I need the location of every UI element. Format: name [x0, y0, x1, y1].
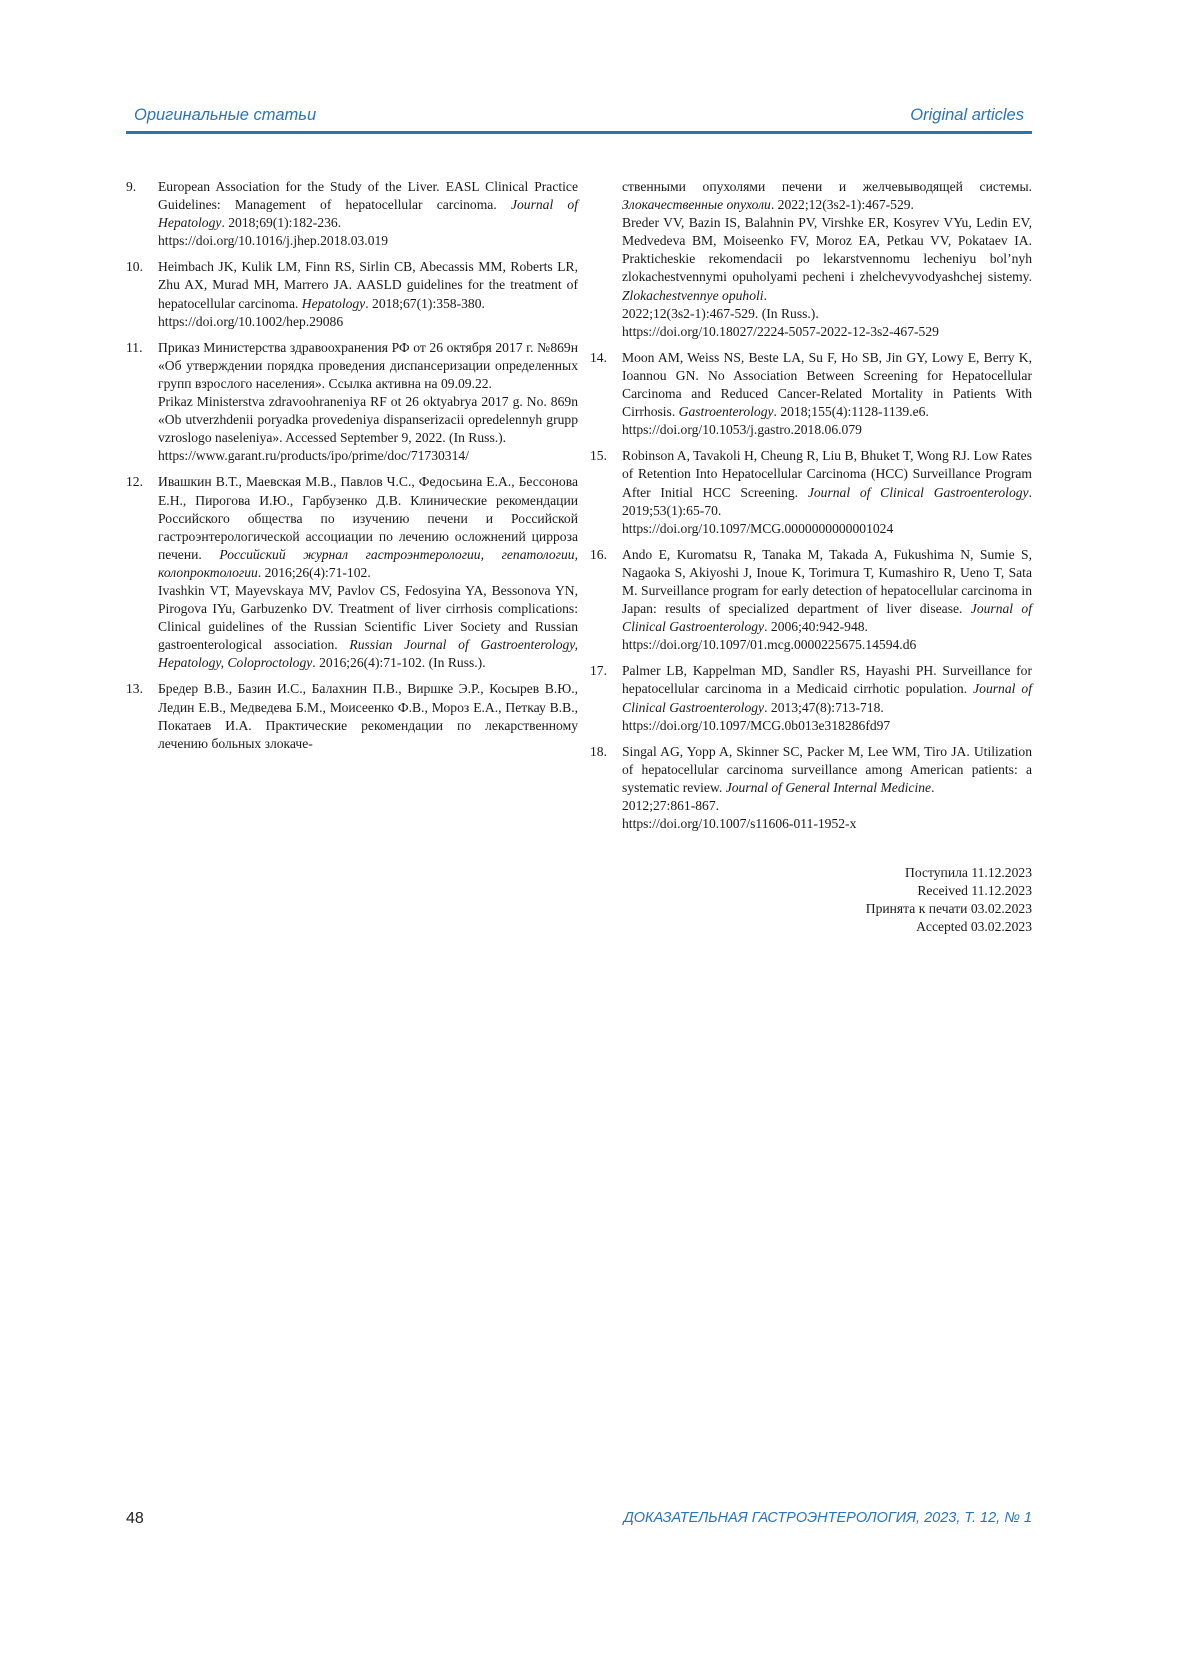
reference-number: 13.: [126, 681, 143, 697]
reference-text: European Association for the Study of the Liver. EASL Clinical Practice Guidelines: Management of hepatocellular carcinoma.: [158, 179, 578, 213]
references-column-right: [590, 178, 1032, 841]
reference-text: . 2022;12(3s2-1):467-529. Breder VV, Bazin IS, Balahnin PV, Virshke ER, Kosyrev VYu, Ledin EV, Medvedeva BM, Moiseenko FV, Moroz EA, Petkau VV, Pokataev IA. Prakticheskie rekomendacii po lekarstvennomu lecheniyu bol’nyh zlokachestvennymi opuholyami pecheni i zhelchevyvodyashchej sistemy.: [622, 197, 1032, 285]
reference-text: . 2018;69(1):182-236. https://doi.org/10.1016/j.jhep.2018.03.019: [158, 215, 389, 249]
reference-text: . 2018;67(1):358-380. https://doi.org/10.1002/hep.29086: [158, 295, 485, 329]
reference-text: . 2016;26(4):71-102. Ivashkin VT, Mayevskaya MV, Pavlov CS, Fedosyina YA, Bessonova YN, Pirogova IYu, Garbuzenko DV. Treatment of liver cirrhosis complications: Clinical guidelines of the Russian Scientific Liver Society and Russian gastroenterological association.: [158, 564, 578, 653]
reference-number: 17.: [590, 663, 607, 679]
journal-name: Hepatology: [301, 295, 366, 311]
journal-name: Злокачественные опухоли: [622, 197, 771, 213]
reference-12: [126, 473, 578, 672]
journal-name: Journal of Hepatology: [158, 197, 578, 231]
journal-name: Russian Journal of Gastroenterology, Hepatology, Coloproctology: [158, 637, 578, 671]
running-header: [126, 106, 1032, 130]
journal-name: Российский журнал гастроэнтерологии, гепатологии, колопроктологии: [158, 546, 578, 580]
reference-text: . 2022;12(3s2-1):467-529. (In Russ.). https://doi.org/10.18027/2224-5057-2022-12-3s2-467-529: [622, 287, 939, 339]
reference-text: Palmer LB, Kappelman MD, Sandler RS, Hayashi PH. Surveillance for hepatocellular carcinoma in a Medicaid cirrhotic population.: [622, 663, 1032, 697]
reference-number: 12.: [126, 474, 143, 490]
header-divider: [126, 131, 1032, 134]
journal-name: Journal of Clinical Gastroenterology: [622, 601, 1032, 635]
reference-text: ственными опухолями печени и желчевыводящей системы.: [622, 179, 1032, 194]
reference-number: 14.: [590, 349, 607, 365]
section-title-en: Original articles: [910, 106, 1024, 124]
reference-13: [126, 680, 578, 752]
reference-text: Moon AM, Weiss NS, Beste LA, Su F, Ho SB, Jin GY, Lowy E, Berry K, Ioannou GN. No Association Between Screening for Hepatocellular Carcinoma and Reduced Cancer-Related Mortality in Patients With Cirrhosis.: [622, 349, 1032, 420]
reference-10: [126, 258, 578, 330]
reference-17: [590, 662, 1032, 734]
reference-16: [590, 546, 1032, 655]
received-date-ru: Поступила 11.12.2023: [905, 865, 1032, 880]
references-column-left: [126, 178, 578, 761]
journal-name: Journal of Clinical Gastroenterology: [622, 681, 1033, 715]
received-date-en: Received 11.12.2023: [917, 883, 1032, 898]
reference-number: 9.: [126, 179, 137, 194]
journal-name: Journal of General Internal Medicine: [725, 779, 932, 795]
journal-name: Gastroenterology: [678, 404, 774, 420]
reference-number: 18.: [590, 743, 607, 759]
reference-text: Singal AG, Yopp A, Skinner SC, Packer M, Lee WM, Tiro JA. Utilization of hepatocellular carcinoma surveillance among American patients: a systematic review.: [622, 743, 1032, 795]
reference-text: Ando E, Kuromatsu R, Tanaka M, Takada A, Fukushima N, Sumie S, Nagaoka S, Akiyoshi J, Inoue K, Torimura T, Kumashiro R, Ueno T, Sata M. Surveillance program for early detection of hepatocellular carcinoma in Japan: results of specialized department of liver disease.: [622, 546, 1032, 617]
reference-text: Ивашкин В.Т., Маевская М.В., Павлов Ч.С., Федосьина Е.А., Бессонова Е.Н., Пирогова И.Ю., Гарбузенко Д.В. Клинические рекомендации Российского общества по изучению печени и Российской гастроэнтерологической ассоциации по лечению осложнений цирроза печени.: [158, 474, 578, 562]
page-number: 48: [126, 1510, 144, 1527]
reference-text: . 2006;40:942-948. https://doi.org/10.1097/01.mcg.0000225675.14594.d6: [622, 619, 917, 653]
reference-number: 10.: [126, 259, 143, 275]
reference-14: [590, 349, 1032, 439]
reference-text: . 2019;53(1):65-70. https://doi.org/10.1097/MCG.0000000000001024: [622, 484, 1032, 536]
reference-text: Heimbach JK, Kulik LM, Finn RS, Sirlin CB, Abecassis MM, Roberts LR, Zhu AX, Murad MH, Marrero JA. AASLD guidelines for the treatment of hepatocellular carcinoma.: [158, 259, 578, 311]
reference-11: [126, 339, 578, 466]
reference-number: 16.: [590, 546, 607, 562]
reference-15: [590, 447, 1032, 537]
section-title-ru: Оригинальные статьи: [134, 106, 317, 124]
reference-text: . 2018;155(4):1128-1139.e6. https://doi.org/10.1053/j.gastro.2018.06.079: [622, 404, 929, 438]
journal-name: Zlokachestvennye opuholi: [622, 287, 764, 303]
reference-text: . 2013;47(8):713-718. https://doi.org/10.1097/MCG.0b013e318286fd97: [622, 699, 891, 733]
reference-18: [590, 743, 1032, 833]
reference-number: 11.: [126, 339, 143, 355]
submission-dates: [866, 864, 1032, 936]
reference-13-continued: [590, 178, 1032, 341]
reference-9: [126, 178, 578, 250]
accepted-date-en: Accepted 03.02.2023: [916, 919, 1032, 934]
page-footer: [126, 1510, 1032, 1530]
reference-text: Бредер В.В., Базин И.С., Балахнин П.В., Виршке Э.Р., Косырев В.Ю., Ледин Е.В., Медведева Б.М., Моисеенко Ф.В., Мороз Е.А., Петкау В.В., Покатаев И.А. Практические рекомендации по лекарственному лечению больных злокаче-: [158, 681, 578, 751]
accepted-date-ru: Принята к печати 03.02.2023: [865, 901, 1032, 916]
journal-name: Journal of Clinical Gastroenterology: [807, 484, 1029, 500]
reference-number: 15.: [590, 448, 607, 464]
reference-text: Приказ Министерства здравоохранения РФ от 26 октября 2017 г. №869н «Об утверждении порядка проведения диспансеризации определенных групп взрослого населения». Ссылка активна на 09.09.22. Prikaz Ministerstva zdravoohraneniya RF ot 26 oktyabrya 2017 g. No. 869n «Ob utverzhdenii poryadka provedeniya dispanserizacii opredelennyh grupp vzroslogo naseleniya». Accessed September 9, 2022. (In Russ.). https://www.garant.ru/products/ipo/prime/doc/71730314/: [158, 339, 578, 464]
reference-text: . 2012;27:861-867. https://doi.org/10.1007/s11606-011-1952-x: [622, 779, 935, 832]
reference-text: . 2016;26(4):71-102. (In Russ.).: [312, 655, 486, 671]
reference-text: Robinson A, Tavakoli H, Cheung R, Liu B, Bhuket T, Wong RJ. Low Rates of Retention Into Hepatocellular Carcinoma (HCC) Surveillance Program After Initial HCC Screening.: [622, 448, 1032, 500]
journal-title: ДОКАЗАТЕЛЬНАЯ ГАСТРОЭНТЕРОЛОГИЯ, 2023, Т. 12, № 1: [623, 1510, 1032, 1526]
